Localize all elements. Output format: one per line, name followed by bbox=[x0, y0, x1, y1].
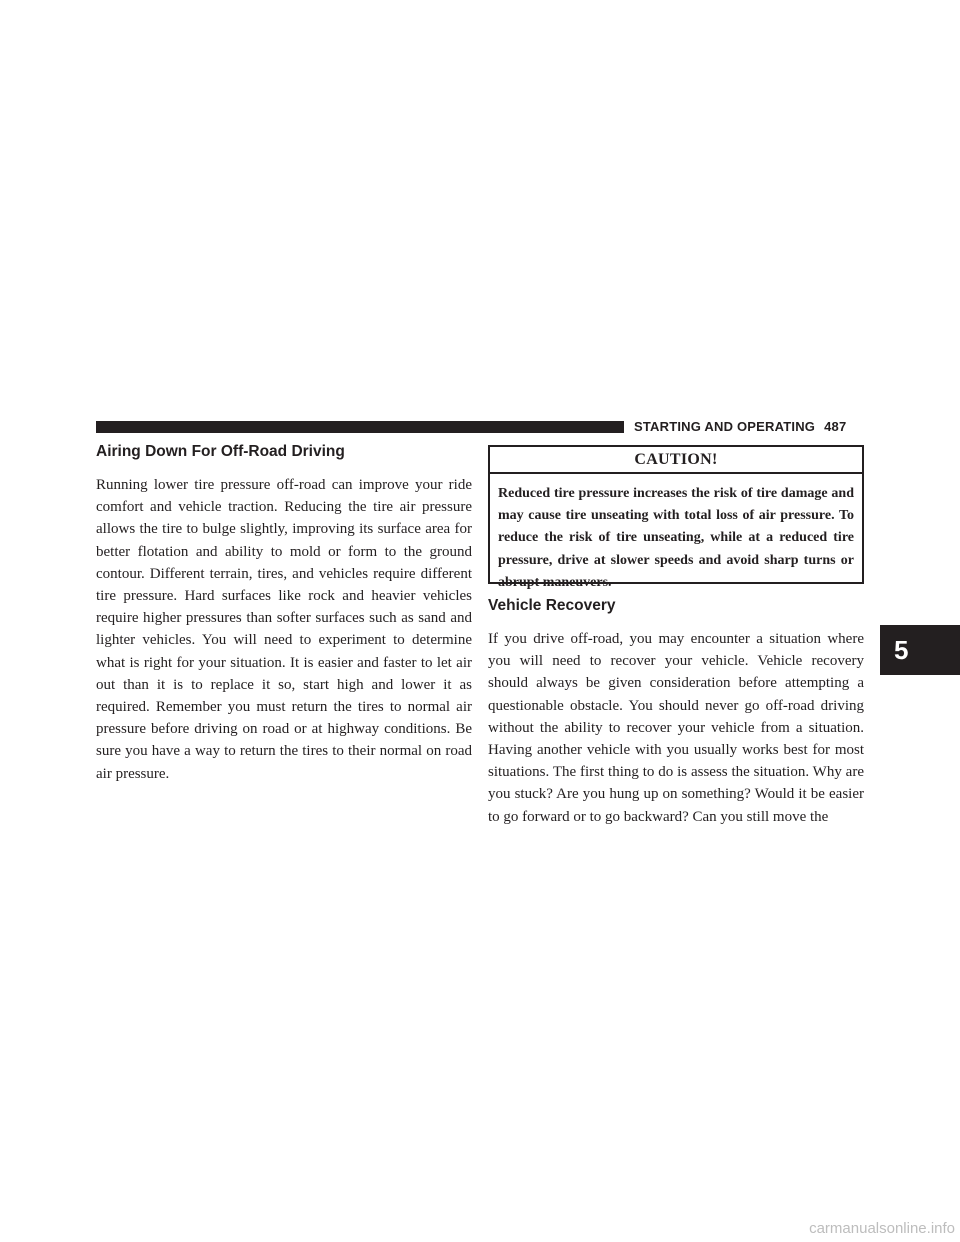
left-column bbox=[96, 442, 472, 785]
page-number: 487 bbox=[824, 419, 847, 434]
airing-down-paragraph: Running lower tire pressure off-road can improve your ride comfort and vehicle traction. Reducing the tire air pressure allows the tire to bulge slightly, improving its surface area for better flotation and ability to mold or form to the ground contour. Different terrain, tires, and vehicles require different tire pressure. Hard surfaces like rock and heavier vehicles require higher pressures than softer surfaces such as sand and lighter vehicles. You will need to experiment to determine what is right for your situation. It is easier and faster to let air out than it is to replace it so, start high and lower it as required. Remember you must return the tires to normal air pressure before driving on road or at highway conditions. Be sure you have a way to return the tires to their normal on road air pressure. bbox=[96, 477, 472, 782]
header-rule bbox=[96, 421, 624, 433]
section-heading-vehicle-recovery: Vehicle Recovery bbox=[488, 597, 616, 614]
caution-box bbox=[488, 445, 864, 590]
caution-text: Reduced tire pressure increases the risk of tire damage and may cause tire unseating with total loss of air pressure. To reduce the risk of tire unseating, while at a reduced tire pressure, drive at slower speeds and avoid sharp turns or abrupt maneuvers. bbox=[498, 486, 854, 590]
chapter-tab: 5 bbox=[880, 625, 960, 675]
section-title: STARTING AND OPERATING bbox=[634, 419, 816, 434]
vehicle-recovery-paragraph: If you drive off-road, you may encounter a situation where you will need to recover your vehicle. Vehicle recovery should always be given consideration before attempting a questionable obstacle. You should never go off-road driving without the ability to recover your vehicle from a situation. Having another vehicle with you usually works best for most situations. The first thing to do is assess the situation. Why are you stuck? Are you hung up on something? Would it be easier to go forward or to go backward? Can you still move the bbox=[488, 631, 864, 825]
caution-title: CAUTION! bbox=[490, 447, 862, 474]
watermark: carmanualsonline.info bbox=[809, 1220, 955, 1237]
right-column bbox=[488, 445, 864, 828]
running-header bbox=[634, 419, 866, 434]
section-heading-airing-down: Airing Down For Off-Road Driving bbox=[96, 443, 345, 460]
